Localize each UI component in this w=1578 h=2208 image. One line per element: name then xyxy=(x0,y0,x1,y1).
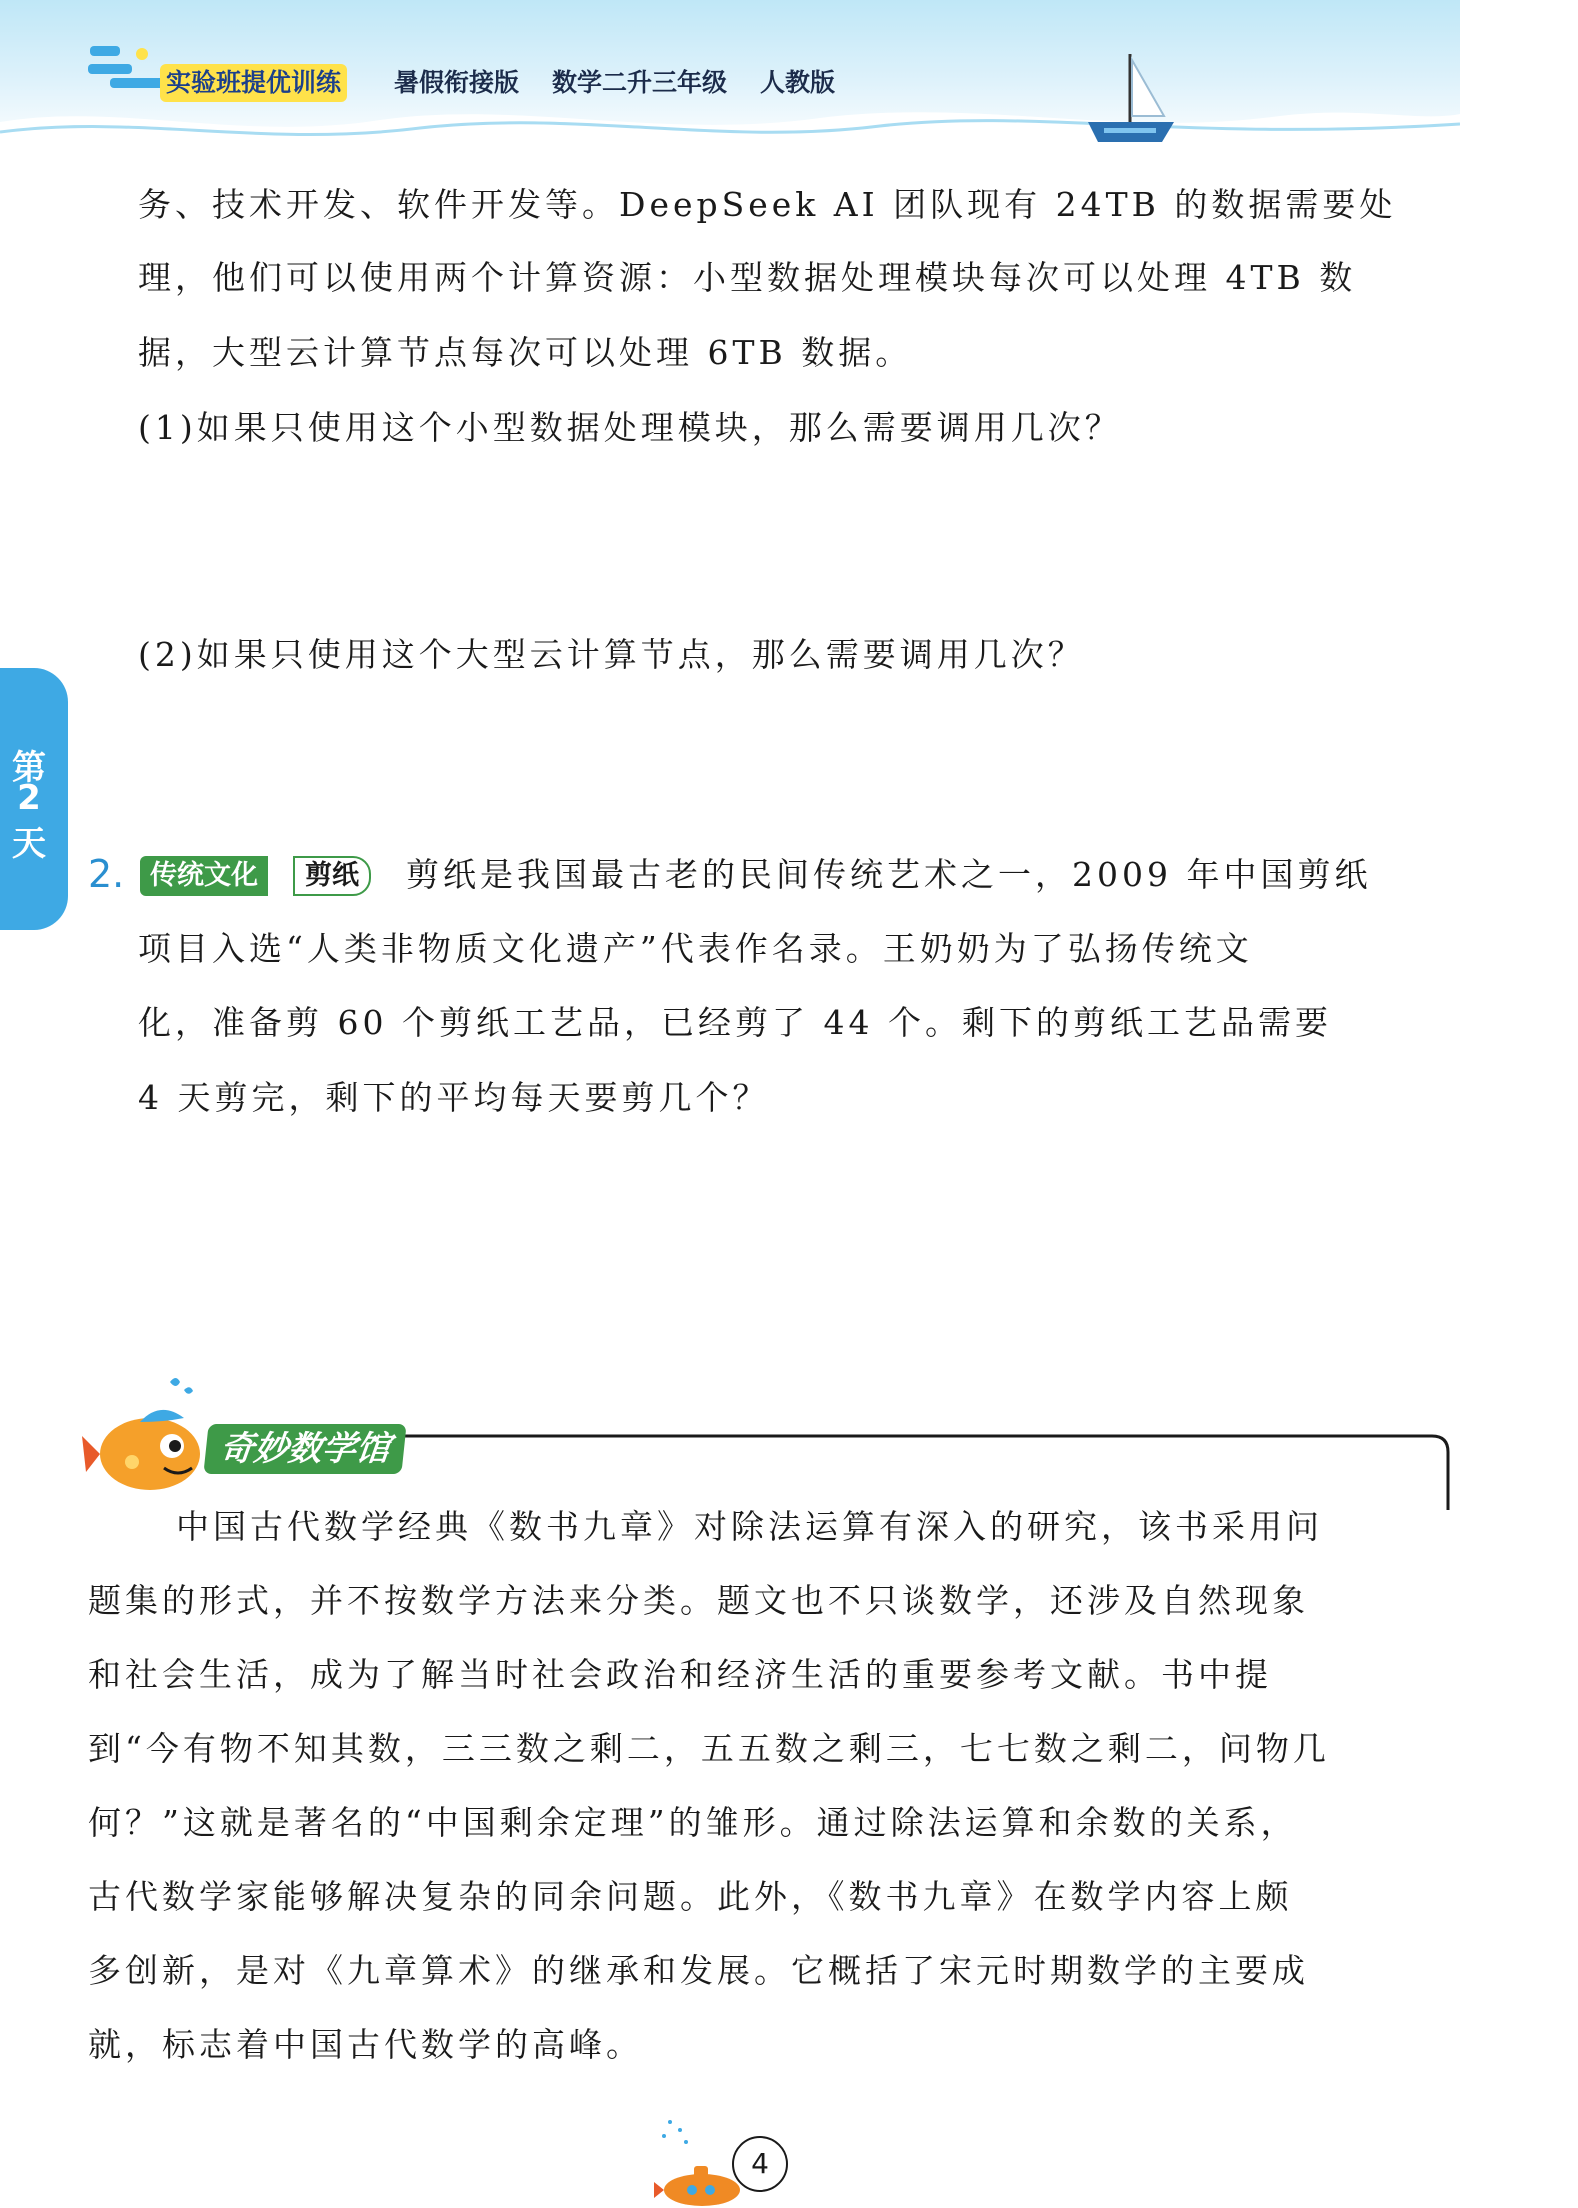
day-tab-number: 2 xyxy=(17,778,41,818)
series-logo-icon xyxy=(84,40,168,96)
topic-tag: 剪纸 xyxy=(293,856,371,896)
problem1-line-1: 务、技术开发、软件开发等。DeepSeek AI 团队现有 24TB 的数据需要处 xyxy=(138,185,1397,224)
day-side-tab xyxy=(0,668,68,930)
problem2-line-4: 4 天剪完，剩下的平均每天要剪几个？ xyxy=(138,1078,770,1117)
page-number: 4 xyxy=(732,2136,788,2192)
problem1-question-1: (1)如果只使用这个小型数据处理模块，那么需要调用几次？ xyxy=(138,408,1122,447)
museum-line-7: 多创新，是对《九章算术》的继承和发展。它概括了宋元时期数学的主要成 xyxy=(88,1951,1309,1990)
publisher-label: 人教版 xyxy=(760,68,836,97)
problem2-line-1: 剪纸是我国最古老的民间传统艺术之一，2009 年中国剪纸 xyxy=(406,855,1372,894)
problem2-line-3: 化，准备剪 60 个剪纸工艺品，已经剪了 44 个。剩下的剪纸工艺品需要 xyxy=(138,1003,1332,1042)
problem1-line-2: 理，他们可以使用两个计算资源：小型数据处理模块每次可以处理 4TB 数 xyxy=(138,258,1357,297)
museum-line-2: 题集的形式，并不按数学方法来分类。题文也不只谈数学，还涉及自然现象 xyxy=(88,1581,1309,1620)
page-header xyxy=(0,0,1460,150)
museum-line-4: 到“今有物不知其数，三三数之剩二，五五数之剩三，七七数之剩二，问物几 xyxy=(88,1729,1330,1768)
museum-section-title: 奇妙数学馆 xyxy=(203,1424,406,1474)
grade-label: 数学二升三年级 xyxy=(552,68,728,97)
museum-line-8: 就，标志着中国古代数学的高峰。 xyxy=(88,2025,643,2064)
category-tag: 传统文化 xyxy=(140,856,268,896)
problem2-line-2: 项目入选“人类非物质文化遗产”代表作名录。王奶奶为了弘扬传统文 xyxy=(138,929,1253,968)
day-tab-char-3: 天 xyxy=(12,824,46,864)
day-tab-char-1: 第 xyxy=(12,748,46,788)
museum-line-6: 古代数学家能够解决复杂的同余问题。此外，《数书九章》在数学内容上颇 xyxy=(88,1877,1293,1916)
problem2-number: 2. xyxy=(88,852,125,896)
museum-line-1: 中国古代数学经典《数书九章》对除法运算有深入的研究，该书采用问 xyxy=(176,1507,1323,1546)
brand-title: 实验班提优训练 xyxy=(160,64,347,102)
sailboat-icon xyxy=(1082,50,1178,150)
problem1-line-3: 据，大型云计算节点每次可以处理 6TB 数据。 xyxy=(138,333,913,372)
edition-label: 暑假衔接版 xyxy=(394,68,520,97)
museum-line-5: 何？”这就是著名的“中国剩余定理”的雏形。通过除法运算和余数的关系， xyxy=(88,1803,1298,1842)
fish-mascot-icon xyxy=(80,1372,220,1496)
museum-line-3: 和社会生活，成为了解当时社会政治和经济生活的重要参考文献。书中提 xyxy=(88,1655,1272,1694)
problem1-question-2: (2)如果只使用这个大型云计算节点，那么需要调用几次？ xyxy=(138,635,1085,674)
